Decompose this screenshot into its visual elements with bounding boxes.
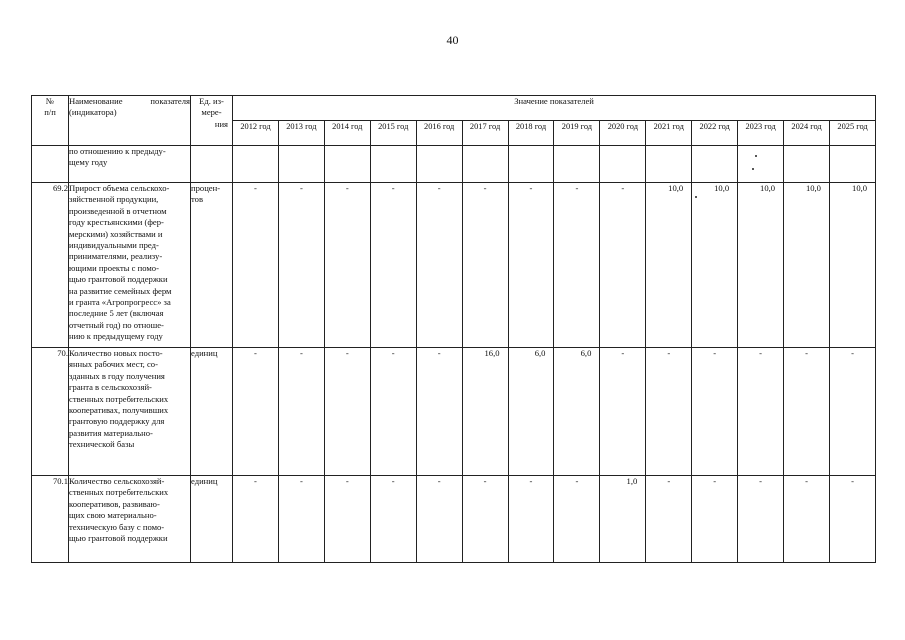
unit-cell: [191, 183, 233, 348]
value-cell: -: [324, 348, 370, 476]
value-cell: -: [370, 476, 416, 563]
indicator-name-line: мерскими) хозяйствами и: [69, 228, 163, 239]
indicator-name-line: ющими проекты с помо-: [69, 262, 159, 273]
value-cell: 10,0: [646, 183, 692, 348]
value-cell: [416, 146, 462, 183]
scan-speck: [695, 196, 697, 198]
year-column-header: 2020 год: [600, 121, 646, 146]
indicator-name-line: последние 5 лет (включая: [69, 308, 164, 319]
value-cell: [784, 146, 830, 183]
year-column-header: 2019 год: [554, 121, 600, 146]
number-column-header: № п/п: [32, 96, 69, 146]
indicator-name-line: кооперативах, получивших: [69, 405, 169, 416]
header-row: [32, 96, 876, 121]
table-row: [32, 476, 876, 563]
row-number: 69.2: [32, 183, 69, 348]
indicator-name-line: зданных в году получения: [69, 370, 165, 381]
year-column-header: 2018 год: [508, 121, 554, 146]
value-cell: 6,0: [554, 348, 600, 476]
indicator-name-line: ственных потребительских: [69, 393, 169, 404]
unit-cell: [191, 146, 233, 183]
value-cell: [738, 146, 784, 183]
indicator-name-line: и гранта «Агропрогресс» за: [69, 297, 171, 308]
value-cell: 10,0: [829, 183, 875, 348]
value-cell: -: [738, 476, 784, 563]
indicator-name-line: Количество новых посто-: [69, 348, 163, 358]
unit-line: процен-: [191, 183, 221, 193]
indicator-name-line: технической базы: [69, 439, 135, 450]
year-column-header: 2023 год: [738, 121, 784, 146]
table-row: [32, 348, 876, 476]
value-cell: [233, 146, 279, 183]
indicator-name-line: янных рабочих мест, со-: [69, 359, 158, 370]
value-cell: -: [646, 348, 692, 476]
indicators-table: [31, 95, 876, 563]
indicator-name-line: грантовую поддержку для: [69, 416, 165, 427]
value-cell: [554, 146, 600, 183]
value-cell: -: [784, 348, 830, 476]
value-cell: -: [233, 348, 279, 476]
value-cell: -: [278, 476, 324, 563]
value-cell: -: [416, 476, 462, 563]
indicator-name-column-header: Наименование показателя (индикатора): [69, 96, 191, 146]
value-cell: -: [784, 476, 830, 563]
indicator-name-line: Прирост объема сельскохо-: [69, 183, 170, 193]
unit-cell: [191, 476, 233, 563]
value-cell: 10,0: [692, 183, 738, 348]
unit-line: единиц: [191, 476, 218, 486]
value-cell: -: [233, 183, 279, 348]
row-number: 70.: [32, 348, 69, 476]
value-cell: -: [416, 348, 462, 476]
values-group-header: Значение показателей: [233, 96, 876, 121]
year-column-header: 2012 год: [233, 121, 279, 146]
value-cell: [600, 146, 646, 183]
value-cell: -: [324, 476, 370, 563]
value-cell: 6,0: [508, 348, 554, 476]
indicator-name-line: произведенной в отчетном: [69, 205, 167, 216]
value-cell: [646, 146, 692, 183]
value-cell: [370, 146, 416, 183]
year-column-header: 2015 год: [370, 121, 416, 146]
value-cell: -: [738, 348, 784, 476]
value-cell: [462, 146, 508, 183]
scan-speck: [752, 168, 754, 170]
table-row: [32, 183, 876, 348]
unit-cell: [191, 348, 233, 476]
indicator-name-line: году крестьянскими (фер-: [69, 217, 164, 228]
year-column-header: 2024 год: [784, 121, 830, 146]
value-cell: 1,0: [600, 476, 646, 563]
value-cell: -: [692, 348, 738, 476]
indicator-name-line: Количество сельскохозяй-: [69, 476, 165, 486]
indicator-name-line: гранта в сельскохозяй-: [69, 382, 152, 393]
value-cell: -: [324, 183, 370, 348]
value-cell: 16,0: [462, 348, 508, 476]
year-column-header: 2013 год: [278, 121, 324, 146]
indicator-name-line: техническую базу с помо-: [69, 521, 165, 532]
indicator-name-line: по отношению к предыду-: [69, 146, 166, 156]
indicator-name: [69, 183, 191, 348]
value-cell: -: [554, 183, 600, 348]
value-cell: -: [462, 476, 508, 563]
indicator-name-line: щью грантовой поддержки: [69, 533, 168, 544]
value-cell: -: [233, 476, 279, 563]
indicator-name-line: отчетный год) по отноше-: [69, 319, 164, 330]
value-cell: -: [416, 183, 462, 348]
value-cell: -: [370, 183, 416, 348]
scan-speck: [755, 155, 757, 157]
unit-column-header: Ед. из- мере- ния: [191, 96, 233, 146]
value-cell: 10,0: [784, 183, 830, 348]
value-cell: -: [554, 476, 600, 563]
value-cell: -: [600, 348, 646, 476]
row-number: [32, 146, 69, 183]
year-column-header: 2021 год: [646, 121, 692, 146]
unit-line: тов: [191, 194, 203, 205]
year-column-header: 2014 год: [324, 121, 370, 146]
indicator-name-line: принимателями, реализу-: [69, 251, 163, 262]
page-number: 40: [446, 33, 459, 47]
year-column-header: 2025 год: [829, 121, 875, 146]
indicator-name-line: щих свою материально-: [69, 510, 157, 521]
value-cell: [508, 146, 554, 183]
value-cell: [278, 146, 324, 183]
indicator-name-line: ственных потребительских: [69, 487, 169, 498]
indicator-name: [69, 476, 191, 563]
value-cell: -: [692, 476, 738, 563]
indicator-name-line: щему году: [69, 157, 108, 168]
year-column-header: 2016 год: [416, 121, 462, 146]
indicator-name-line: индивидуальными пред-: [69, 240, 159, 251]
unit-line: единиц: [191, 348, 218, 358]
indicator-name: [69, 348, 191, 476]
indicator-name: [69, 146, 191, 183]
value-cell: -: [278, 183, 324, 348]
indicator-name-line: зяйственной продукции,: [69, 194, 159, 205]
indicator-name-line: на развитие семейных ферм: [69, 285, 172, 296]
indicator-name-line: развития материально-: [69, 427, 153, 438]
value-cell: -: [829, 476, 875, 563]
year-column-header: 2017 год: [462, 121, 508, 146]
indicator-name-line: нию к предыдущему году: [69, 331, 163, 342]
value-cell: 10,0: [738, 183, 784, 348]
table-body: [32, 146, 876, 563]
value-cell: -: [462, 183, 508, 348]
value-cell: -: [508, 183, 554, 348]
value-cell: -: [508, 476, 554, 563]
value-cell: [692, 146, 738, 183]
row-number: 70.1: [32, 476, 69, 563]
value-cell: -: [370, 348, 416, 476]
value-cell: -: [600, 183, 646, 348]
value-cell: [324, 146, 370, 183]
year-column-header: 2022 год: [692, 121, 738, 146]
indicator-name-line: щью грантовой поддержки: [69, 274, 168, 285]
value-cell: -: [646, 476, 692, 563]
indicator-name-line: кооперативов, развиваю-: [69, 498, 160, 509]
value-cell: -: [278, 348, 324, 476]
value-cell: -: [829, 348, 875, 476]
value-cell: [829, 146, 875, 183]
table-row: [32, 146, 876, 183]
